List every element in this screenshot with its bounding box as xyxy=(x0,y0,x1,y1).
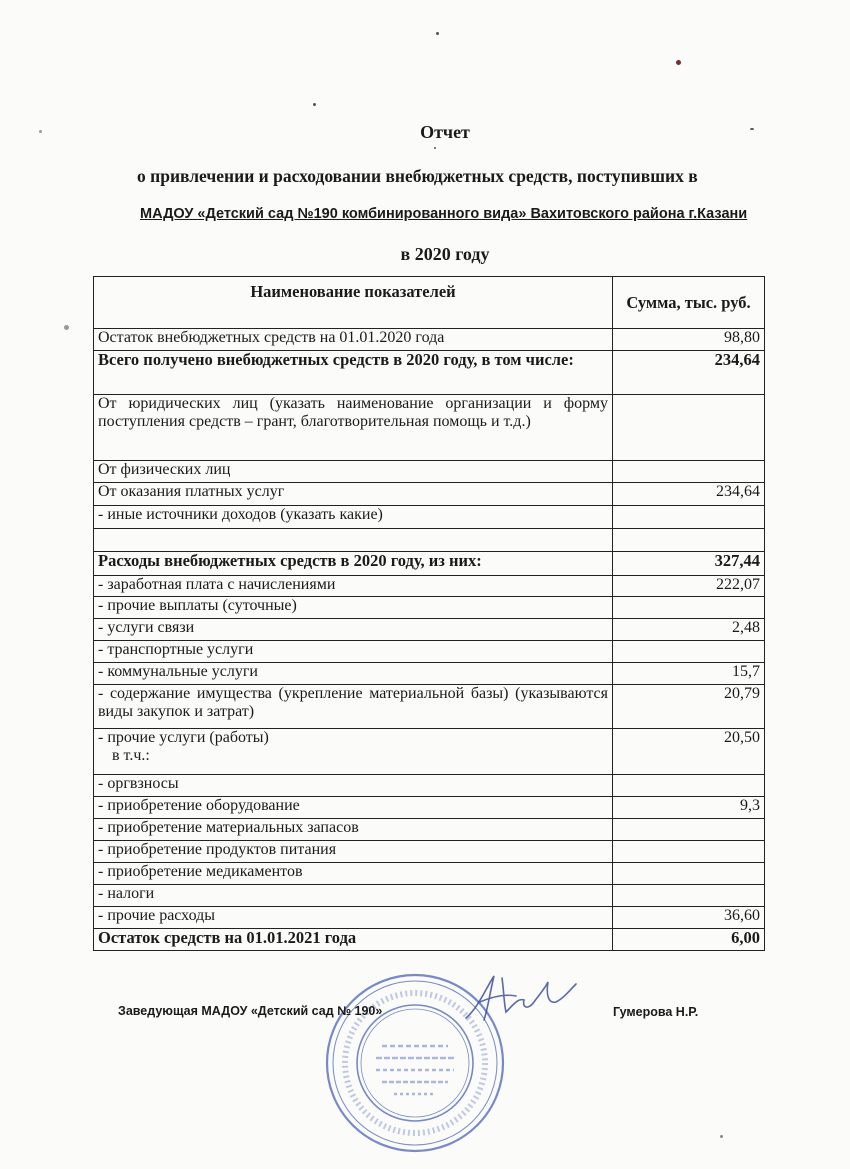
row-value xyxy=(613,641,765,663)
table-row xyxy=(94,885,765,907)
scan-speck xyxy=(436,32,439,35)
row-value: 9,3 xyxy=(613,797,765,819)
document-title: Отчет xyxy=(420,122,470,142)
table-row xyxy=(94,863,765,885)
row-name: - приобретение материальных запасов xyxy=(94,819,613,841)
table-row xyxy=(94,729,765,775)
table-row xyxy=(94,552,765,576)
header-sum: Сумма, тыс. руб. xyxy=(613,277,765,329)
table-row xyxy=(94,685,765,729)
row-name: - прочие расходы xyxy=(94,907,613,929)
row-value xyxy=(613,461,765,483)
row-value: 36,60 xyxy=(613,907,765,929)
row-name: - оргвзносы xyxy=(94,775,613,797)
row-value: 234,64 xyxy=(613,483,765,506)
row-value xyxy=(613,775,765,797)
row-name: - транспортные услуги xyxy=(94,641,613,663)
row-name: - иные источники доходов (указать какие) xyxy=(94,506,613,529)
row-name: Расходы внебюджетных средств в 2020 году, из них: xyxy=(94,552,613,576)
scan-speck xyxy=(434,147,436,149)
row-value xyxy=(613,597,765,619)
table-row xyxy=(94,597,765,619)
report-period: в 2020 году xyxy=(400,244,490,264)
table-row xyxy=(94,576,765,597)
row-name: - налоги xyxy=(94,885,613,907)
row-name: - приобретение оборудование xyxy=(94,797,613,819)
organization-name: МАДОУ «Детский сад №190 комбинированного вида» Вахитовского района г.Казани xyxy=(140,206,748,222)
table-row xyxy=(94,641,765,663)
row-value: 222,07 xyxy=(613,576,765,597)
row-name: - приобретение продуктов питания xyxy=(94,841,613,863)
row-name: - прочие выплаты (суточные) xyxy=(94,597,613,619)
scan-speck xyxy=(676,60,681,65)
scan-speck xyxy=(313,103,316,106)
table-row xyxy=(94,841,765,863)
row-name: От юридических лиц (указать наименование организации и форму поступления средств – грант, благотворительная помощь и т.д.) xyxy=(94,395,613,461)
signatory-position: Заведующая МАДОУ «Детский сад № 190» xyxy=(118,1004,383,1018)
row-name-line: - прочие услуги (работы) xyxy=(98,729,269,746)
report-table xyxy=(93,276,765,951)
row-value xyxy=(613,841,765,863)
table-header-row xyxy=(94,277,765,329)
row-value xyxy=(613,863,765,885)
row-value: 327,44 xyxy=(613,552,765,576)
table-row xyxy=(94,329,765,351)
row-name-subline: в т.ч.: xyxy=(112,747,150,764)
table-row xyxy=(94,663,765,685)
row-name: От оказания платных услуг xyxy=(94,483,613,506)
table-row xyxy=(94,775,765,797)
table-row xyxy=(94,819,765,841)
row-value: 6,00 xyxy=(613,929,765,951)
row-name: - приобретение медикаментов xyxy=(94,863,613,885)
scan-speck xyxy=(720,1135,723,1138)
row-name: Остаток внебюджетных средств на 01.01.2020 года xyxy=(94,329,613,351)
row-name: Всего получено внебюджетных средств в 2020 году, в том числе: xyxy=(94,351,613,395)
row-name: От физических лиц xyxy=(94,461,613,483)
signatory-name: Гумерова Н.Р. xyxy=(613,1005,699,1019)
table-row xyxy=(94,483,765,506)
row-value xyxy=(613,395,765,461)
row-value: 15,7 xyxy=(613,663,765,685)
row-value xyxy=(613,819,765,841)
row-name: - заработная плата с начислениями xyxy=(94,576,613,597)
table-row xyxy=(94,907,765,929)
row-name: Остаток средств на 01.01.2021 года xyxy=(94,929,613,951)
row-name xyxy=(94,729,613,775)
table-row xyxy=(94,506,765,529)
table-row xyxy=(94,529,765,552)
row-name: - коммунальные услуги xyxy=(94,663,613,685)
row-value xyxy=(613,885,765,907)
row-value: 98,80 xyxy=(613,329,765,351)
row-name xyxy=(94,529,613,552)
document-subtitle: о привлечении и расходовании внебюджетных средств, поступивших в xyxy=(137,166,698,186)
row-name: - содержание имущества (укрепление материальной базы) (указываются виды закупок и затрат) xyxy=(94,685,613,729)
row-value xyxy=(613,529,765,552)
table-row xyxy=(94,619,765,641)
table-row xyxy=(94,929,765,951)
table-row xyxy=(94,395,765,461)
row-value: 20,79 xyxy=(613,685,765,729)
table-row xyxy=(94,797,765,819)
table-row xyxy=(94,351,765,395)
table-row xyxy=(94,461,765,483)
row-value xyxy=(613,506,765,529)
scan-speck xyxy=(64,325,69,330)
header-name: Наименование показателей xyxy=(94,277,613,329)
row-value: 234,64 xyxy=(613,351,765,395)
row-name: - услуги связи xyxy=(94,619,613,641)
signature-icon xyxy=(460,968,580,1028)
row-value: 20,50 xyxy=(613,729,765,775)
row-value: 2,48 xyxy=(613,619,765,641)
